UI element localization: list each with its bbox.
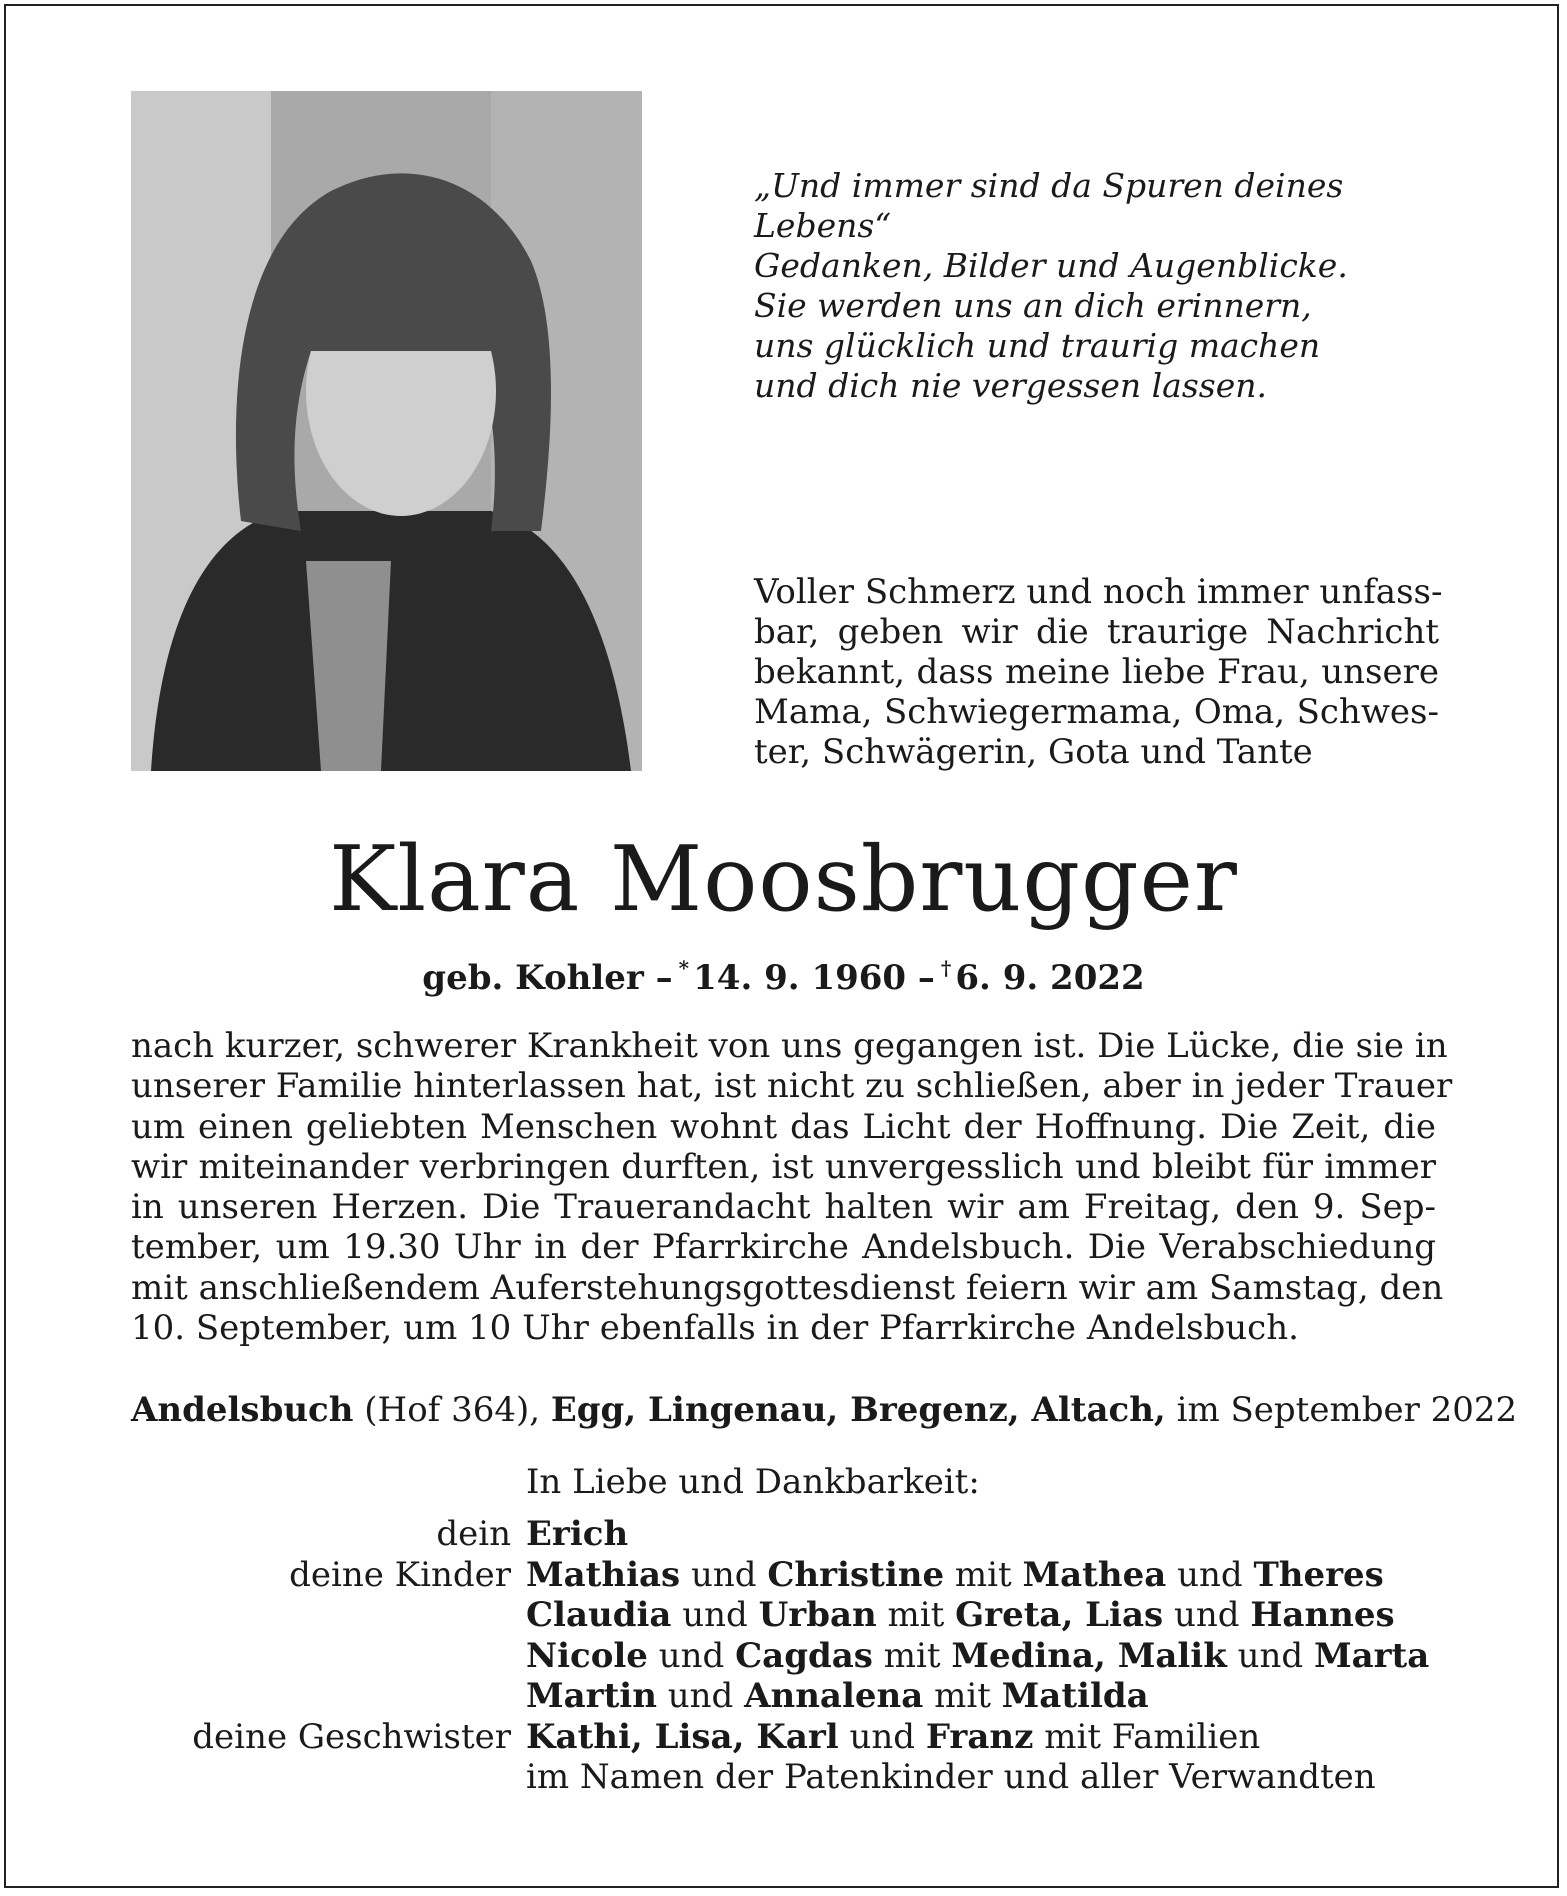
partner-name: Urban (758, 1595, 877, 1635)
announcement-line: Mama, Schwiegermama, Oma, Schwes- (754, 692, 1439, 732)
conjunction: und (1173, 1595, 1240, 1635)
place-address: (Hof 364), (364, 1390, 541, 1430)
conjunction: und (1237, 1635, 1304, 1676)
birth-date: 14. 9. 1960 – (693, 958, 935, 998)
body-line: in unseren Herzen. Die Trauerandacht halten wir am Freitag, den 9. Sep- (131, 1187, 1436, 1228)
place-others: Egg, Lingenau, Bregenz, Altach, (550, 1390, 1166, 1430)
conjunction: mit (934, 1676, 991, 1716)
body-line: unserer Familie hinterlassen hat, ist nicht zu schließen, aber in jeder Trauer (131, 1066, 1453, 1107)
conjunction: und (658, 1635, 725, 1676)
announcement-line: bar, geben wir die traurige Nachricht (754, 612, 1439, 652)
family-row-closing (131, 1757, 1451, 1798)
closing-line: im Namen der Patenkinder und aller Verwandten (526, 1757, 1376, 1797)
conjunction: mit (954, 1554, 1012, 1595)
sibling-name: Franz (925, 1716, 1034, 1757)
deceased-name: Klara Moosbrugger (329, 827, 1238, 932)
conjunction: mit (883, 1635, 941, 1676)
grandchild-names: Mathea (1022, 1554, 1167, 1595)
body-line: tember, um 19.30 Uhr in der Pfarrkirche Andelsbuch. Die Verabschiedung (131, 1227, 1436, 1268)
child-family-line (526, 1595, 1395, 1636)
conjunction: mit (887, 1595, 945, 1635)
portrait-photo (131, 91, 642, 771)
body-text (131, 1026, 1453, 1349)
family-row-children (131, 1555, 1451, 1596)
family-row-children (131, 1636, 1451, 1677)
grandchild-names: Medina, Malik (951, 1635, 1227, 1676)
announcement-line: ter, Schwägerin, Gota und Tante (754, 732, 1313, 772)
grandchild-names: Matilda (1001, 1676, 1149, 1716)
grandchild-names: Greta, Lias (955, 1595, 1164, 1635)
grandchild-name: Hannes (1250, 1595, 1395, 1635)
death-symbol: † (940, 956, 952, 980)
quote-line: „Und immer sind da Spuren deines (754, 166, 1344, 205)
siblings-suffix: mit Familien (1044, 1716, 1261, 1757)
body-line: 10. September, um 10 Uhr ebenfalls in der Pfarrkirche Andelsbuch. (131, 1308, 1299, 1349)
quote-line: Gedanken, Bilder und Augenblicke. (754, 246, 1348, 285)
sibling-names: Kathi, Lisa, Karl (526, 1716, 839, 1757)
child-name: Mathias (526, 1554, 681, 1595)
thanks-line: In Liebe und Dankbarkeit: (526, 1462, 980, 1502)
grandchild-name: Marta (1313, 1635, 1430, 1676)
body-line: nach kurzer, schwerer Krankheit von uns gegangen ist. Die Lücke, die sie in (131, 1026, 1448, 1066)
partner-name: Annalena (744, 1676, 924, 1716)
child-name: Martin (526, 1676, 657, 1716)
family-row-husband (131, 1514, 1451, 1555)
announcement-text (754, 572, 1443, 772)
family-row-children (131, 1676, 1451, 1717)
grandchild-name: Theres (1253, 1554, 1384, 1595)
body-line: wir miteinander verbringen durften, ist unvergesslich und bleibt für immer (131, 1146, 1436, 1187)
child-family-line (526, 1555, 1384, 1596)
birth-death-dates (0, 946, 1567, 1000)
siblings-label: deine Geschwister (192, 1716, 511, 1757)
place-and-date (131, 1388, 1518, 1432)
partner-name: Cagdas (735, 1635, 873, 1676)
birth-symbol: * (678, 956, 690, 980)
body-line: mit anschließendem Auferstehungsgottesdienst feiern wir am Samstag, den (131, 1267, 1444, 1308)
conjunction: und (849, 1716, 916, 1757)
family-row-siblings (131, 1717, 1451, 1758)
memorial-quote (754, 166, 1394, 406)
place-date: im September 2022 (1176, 1390, 1518, 1430)
quote-line: uns glücklich und traurig machen (754, 326, 1321, 365)
conjunction: und (667, 1676, 734, 1716)
children-label: deine Kinder (289, 1554, 511, 1595)
announcement-line: Voller Schmerz und noch immer unfass- (754, 572, 1443, 612)
husband-name: Erich (526, 1514, 629, 1554)
conjunction: und (682, 1595, 748, 1635)
family-row-children (131, 1595, 1451, 1636)
husband-label: dein (436, 1514, 511, 1554)
death-date: 6. 9. 2022 (955, 958, 1145, 998)
body-line: um einen geliebten Menschen wohnt das Licht der Hoffnung. Die Zeit, die (131, 1106, 1436, 1147)
conjunction: und (691, 1554, 757, 1595)
quote-line: Sie werden uns an dich erinnern, (754, 286, 1312, 325)
quote-line: Lebens“ (754, 206, 892, 245)
conjunction: und (1177, 1554, 1243, 1595)
child-name: Nicole (526, 1635, 648, 1676)
partner-name: Christine (767, 1554, 945, 1595)
child-family-line (526, 1636, 1429, 1677)
child-family-line (526, 1676, 1149, 1717)
family-list (131, 1514, 1451, 1798)
quote-line: und dich nie vergessen lassen. (754, 366, 1267, 405)
child-name: Claudia (526, 1595, 672, 1635)
announcement-line: bekannt, dass meine liebe Frau, unsere (754, 652, 1439, 692)
place-town: Andelsbuch (131, 1390, 354, 1430)
birth-name: geb. Kohler – (422, 958, 673, 998)
